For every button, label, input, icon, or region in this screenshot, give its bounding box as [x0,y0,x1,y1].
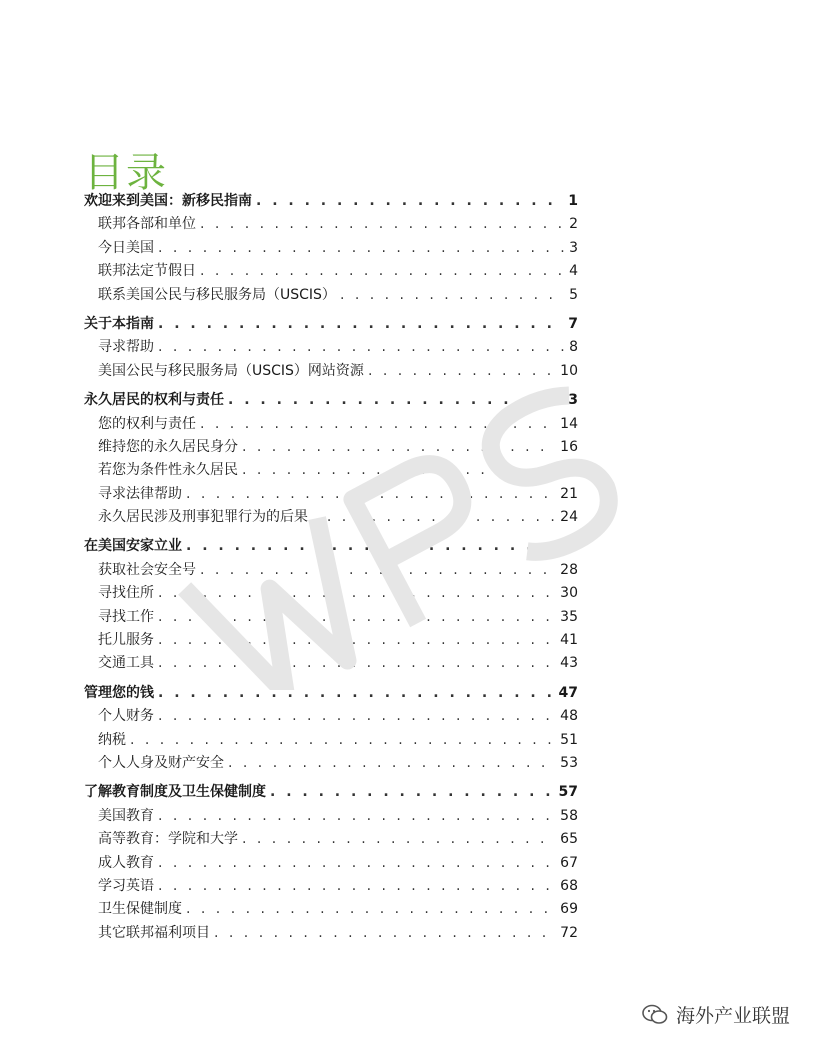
toc-entry-label: 管理您的钱 [84,684,154,701]
toc-entry[interactable] [84,652,578,675]
toc-entry-label: 寻找住所 [98,585,154,602]
toc-entry-label: 其它联邦福利项目 [98,924,210,941]
toc-entry[interactable] [84,336,578,359]
toc-entry-label: 纳税 [98,731,126,748]
toc-page-number: 68 [560,877,578,894]
toc-entry-label: 美国教育 [98,807,154,824]
toc-section-heading[interactable] [84,682,578,705]
toc-entry[interactable] [84,922,578,945]
toc-entry-label: 获取社会安全号 [98,561,196,578]
wechat-icon [642,1004,668,1026]
dot-leader [200,416,556,432]
toc-entry-label: 联邦法定节假日 [98,263,196,280]
toc-page-number: 5 [569,286,578,303]
toc-entry-label: 学习英语 [98,877,154,894]
toc-section [84,682,578,776]
toc-entry-label: 了解教育制度及卫生保健制度 [84,784,266,801]
toc-section-heading[interactable] [84,389,578,412]
toc-entry[interactable] [84,213,578,236]
dot-leader [200,216,565,232]
toc-entry[interactable] [84,506,578,529]
dot-leader [186,486,556,502]
toc-entry-label: 卫生保健制度 [98,901,182,918]
dot-leader [158,808,556,824]
dot-leader [200,263,565,279]
toc-page-number: 4 [569,263,578,280]
toc-entry-label: 永久居民的权利与责任 [84,392,224,409]
toc-entry[interactable] [84,436,578,459]
dot-leader [270,784,555,800]
toc-page-number: 48 [560,708,578,725]
dot-leader [158,878,556,894]
dot-leader [158,240,565,256]
footer-brand-label: 海外产业联盟 [675,1005,790,1027]
toc-page-number: 16 [560,438,578,455]
dot-leader [158,708,556,724]
toc-entry-label: 若您为条件性永久居民 [98,462,238,479]
dot-leader [158,855,556,871]
toc-entry[interactable] [84,459,578,482]
dot-leader [158,585,556,601]
dot-leader [242,462,556,478]
toc-page-number: 67 [560,854,578,871]
toc-entry-label: 寻求帮助 [98,339,154,356]
toc-page-number: 65 [560,831,578,848]
toc-page-number: 13 [558,392,578,409]
toc-entry[interactable] [84,705,578,728]
toc-entry-label: 联邦各部和单位 [98,216,196,233]
toc-entry-label: 交通工具 [98,655,154,672]
toc-page-number: 24 [560,509,578,526]
toc-entry[interactable] [84,260,578,283]
toc-entry-label: 寻求法律帮助 [98,485,182,502]
dot-leader [158,339,565,355]
toc-section-heading[interactable] [84,535,578,558]
dot-leader [158,685,555,701]
dot-leader [368,363,556,379]
toc-section-heading[interactable] [84,313,578,336]
toc-entry[interactable] [84,284,578,307]
toc-entry-label: 关于本指南 [84,315,154,332]
toc-section [84,313,578,383]
table-of-contents [84,190,578,951]
dot-leader [228,392,555,408]
toc-entry-label: 个人人身及财产安全 [98,754,224,771]
toc-page-number: 8 [569,339,578,356]
dot-leader [242,831,556,847]
toc-entry-label: 托儿服务 [98,632,154,649]
toc-entry-label: 高等教育：学院和大学 [98,831,238,848]
toc-entry-label: 个人财务 [98,708,154,725]
toc-entry-label: 您的权利与责任 [98,415,196,432]
dot-leader [242,439,556,455]
toc-entry[interactable] [84,852,578,875]
toc-section-heading[interactable] [84,781,578,804]
dot-leader [312,509,556,525]
toc-entry[interactable] [84,606,578,629]
dot-leader [228,755,556,771]
dot-leader [130,732,556,748]
toc-page-number: 30 [560,585,578,602]
toc-entry[interactable] [84,237,578,260]
dot-leader [200,562,556,578]
dot-leader [158,655,556,671]
footer-brand [642,1001,790,1028]
toc-page-number: 51 [560,731,578,748]
dot-leader [158,316,564,332]
toc-page-number: 69 [560,901,578,918]
toc-page-number: 53 [560,754,578,771]
toc-entry-label: 维持您的永久居民身分 [98,438,238,455]
toc-page-number: 3 [569,239,578,256]
toc-page-number: 57 [558,784,578,801]
toc-section [84,389,578,529]
toc-entry[interactable] [84,483,578,506]
toc-page-number: 19 [560,462,578,479]
toc-page-number: 41 [560,632,578,649]
toc-entry-label: 永久居民涉及刑事犯罪行为的后果 [98,509,308,526]
toc-entry-label: 在美国安家立业 [84,538,182,555]
toc-section [84,535,578,675]
toc-entry[interactable] [84,582,578,605]
toc-page-number: 7 [568,315,578,332]
dot-leader [256,193,564,209]
toc-entry-label: 联系美国公民与移民服务局（USCIS） [98,286,336,303]
toc-entry-label: 今日美国 [98,239,154,256]
toc-entry[interactable] [84,360,578,383]
dot-leader [186,538,555,554]
dot-leader [158,609,556,625]
toc-entry-label: 寻找工作 [98,608,154,625]
toc-entry[interactable] [84,898,578,921]
dot-leader [186,901,556,917]
toc-entry-label: 美国公民与移民服务局（USCIS）网站资源 [98,362,364,379]
toc-entry[interactable] [84,828,578,851]
toc-entry[interactable] [84,805,578,828]
toc-page-number: 21 [560,485,578,502]
toc-page-number: 28 [560,561,578,578]
toc-entry[interactable] [84,875,578,898]
toc-page-number: 58 [560,807,578,824]
toc-page-number: 2 [569,216,578,233]
toc-entry[interactable] [84,559,578,582]
toc-page-number: 27 [558,538,578,555]
toc-entry[interactable] [84,629,578,652]
toc-page-number: 35 [560,608,578,625]
toc-page-number: 10 [560,362,578,379]
toc-entry-label: 欢迎来到美国：新移民指南 [84,193,252,209]
toc-page-number: 1 [568,193,578,209]
toc-section [84,781,578,945]
toc-entry[interactable] [84,752,578,775]
toc-entry[interactable] [84,729,578,752]
page-title: 目录 [84,149,168,196]
toc-page-number: 47 [558,684,578,701]
toc-entry-label: 成人教育 [98,854,154,871]
dot-leader [158,632,556,648]
toc-section-heading[interactable] [84,190,578,213]
toc-section [84,190,578,307]
dot-leader [214,925,556,941]
dot-leader [340,287,565,303]
toc-entry[interactable] [84,413,578,436]
toc-page-number: 72 [560,924,578,941]
toc-page-number: 43 [560,655,578,672]
toc-page-number: 14 [560,415,578,432]
